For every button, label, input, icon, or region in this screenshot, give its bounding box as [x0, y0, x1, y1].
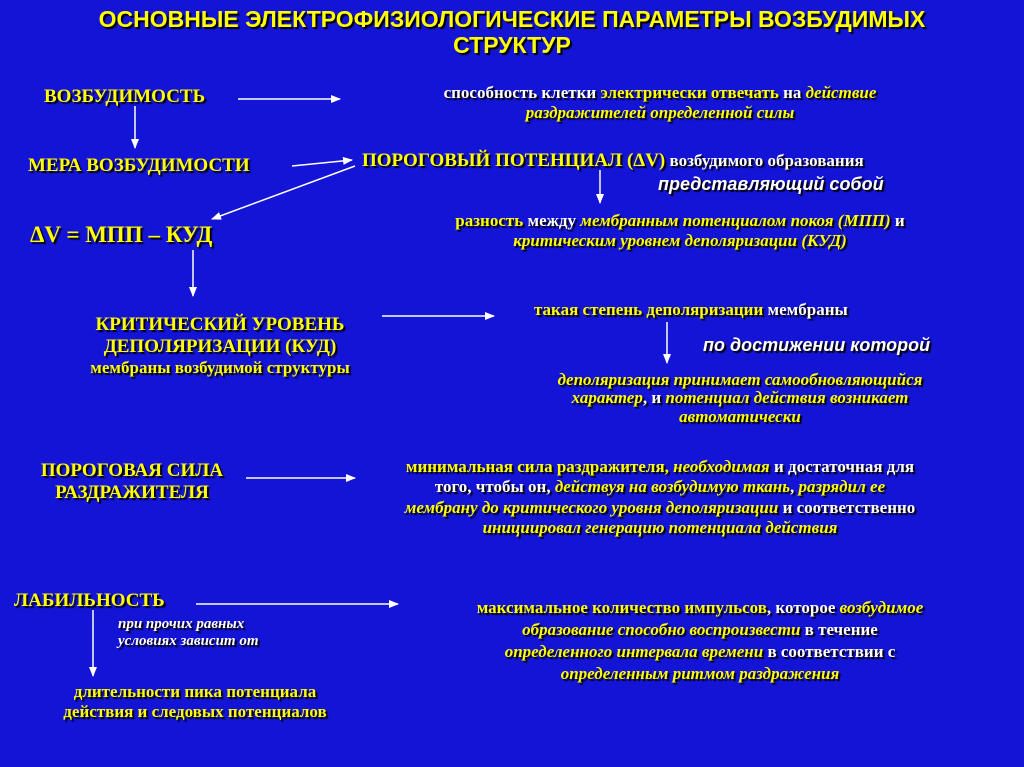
excitability-def-part3: на [778, 83, 806, 102]
threshold-def-l2d: разрядил ее [798, 477, 886, 497]
threshold-def-l2b: действуя на возбудимую ткань [554, 477, 791, 497]
threshold-force-term [18, 460, 246, 504]
lability-note [118, 616, 259, 651]
threshold-def-l2a: того, чтобы он, [434, 477, 555, 497]
lability-note2: условиях зависит от [118, 633, 259, 650]
lability-dep1: длительности пика потенциала [73, 682, 317, 701]
critical-def-part2: деполяризации [646, 300, 764, 319]
critical-def-part1: такая степень [534, 300, 647, 319]
measure-def-part2: возбудимого образования [665, 151, 864, 170]
critical-level-term [30, 314, 410, 377]
critical-line2: ДЕПОЛЯРИЗАЦИИ (КУД) [103, 335, 337, 357]
excitability-def-part2: электрически отвечать [600, 83, 779, 102]
page-title-line1: ОСНОВНЫЕ ЭЛЕКТРОФИЗИОЛОГИЧЕСКИЕ ПАРАМЕТРЫ ВОЗБУДИМЫХ [98, 6, 926, 32]
arrow-measure-def [292, 160, 352, 166]
critical-line3: мембраны возбудимой структуры [90, 357, 350, 377]
formula-definition [360, 211, 1000, 250]
critical-def-part3: мембраны [763, 300, 848, 319]
formula-def-line2: критическим уровнем деполяризации (КУД) [513, 230, 847, 250]
threshold-force-definition [300, 457, 1020, 539]
lability-definition [380, 597, 1020, 685]
threshold-def-l1c: и достаточная для [769, 457, 915, 476]
excitability-def-part4: действие [805, 83, 877, 102]
critical-def-line3b1: характер [571, 388, 643, 408]
formula: ΔV = МПП – КУД [30, 222, 213, 247]
measure-definition [362, 150, 1012, 195]
threshold-def-l1b: необходимая [673, 457, 770, 476]
measure-term: МЕРА ВОЗБУДИМОСТИ [28, 155, 250, 176]
formula-def-part1: разность [455, 211, 524, 230]
threshold-line1: ПОРОГОВАЯ СИЛА [40, 460, 224, 481]
lability-def-l1a: максимальное количество импульсов [476, 598, 767, 617]
lability-def-l2b: в течение [800, 620, 878, 640]
threshold-def-l4: инициировал генерацию потенциала действия [482, 518, 838, 538]
critical-def-line3b3: потенциал действия возникает [665, 388, 909, 408]
lability-def-l3a: определенного интервала времени [504, 642, 764, 662]
lability-dep2: действия и следовых потенциалов [63, 701, 327, 721]
threshold-def-l3a: мембрану до критического уровня деполяризации [404, 497, 779, 517]
lability-term: ЛАБИЛЬНОСТЬ [14, 590, 165, 611]
lability-def-l2a: образование способно воспроизвести [522, 620, 801, 640]
excitability-definition [340, 83, 980, 122]
lability-def-l3b: в соответствии с [763, 642, 896, 662]
threshold-def-l1a: минимальная сила раздражителя, [405, 457, 674, 476]
excitability-term: ВОЗБУДИМОСТЬ [44, 86, 206, 107]
lability-def-l1c: возбудимое [839, 598, 924, 617]
excitability-def-line2: раздражителей определенной силы [525, 102, 795, 122]
threshold-potential-term: ПОРОГОВЫЙ ПОТЕНЦИАЛ (ΔV) [362, 150, 666, 171]
critical-def-conclusion [480, 371, 1000, 426]
page-title-line2: СТРУКТУР [453, 32, 571, 59]
lability-def-l1b: , которое [766, 598, 840, 617]
threshold-def-l3b: и соответственно [778, 497, 916, 517]
threshold-line2: РАЗДРАЖИТЕЛЯ [55, 481, 209, 503]
formula-def-part4: и [890, 211, 905, 230]
critical-def-line3b2: , и [642, 388, 666, 408]
critical-def-line2: по достижении которой [703, 335, 931, 355]
excitability-def-part1: способность клетки [443, 83, 601, 102]
critical-line1: КРИТИЧЕСКИЙ УРОВЕНЬ [95, 314, 345, 335]
critical-def-line3a: деполяризация принимает самообновляющийся [557, 370, 923, 389]
lability-note1: при прочих равных [118, 616, 245, 632]
critical-definition [534, 300, 1004, 320]
formula-def-part3: мембранным потенциалом покоя (МПП) [580, 211, 891, 230]
lability-def-l4: определенным ритмом раздражения [560, 664, 840, 684]
threshold-def-l2c: , [790, 477, 799, 497]
measure-def-line2: представляющий собой [658, 173, 884, 194]
critical-def-line3c: автоматически [679, 406, 801, 426]
page-title [20, 6, 1004, 59]
lability-dependency [10, 682, 380, 721]
formula-def-part2: между [523, 211, 581, 230]
